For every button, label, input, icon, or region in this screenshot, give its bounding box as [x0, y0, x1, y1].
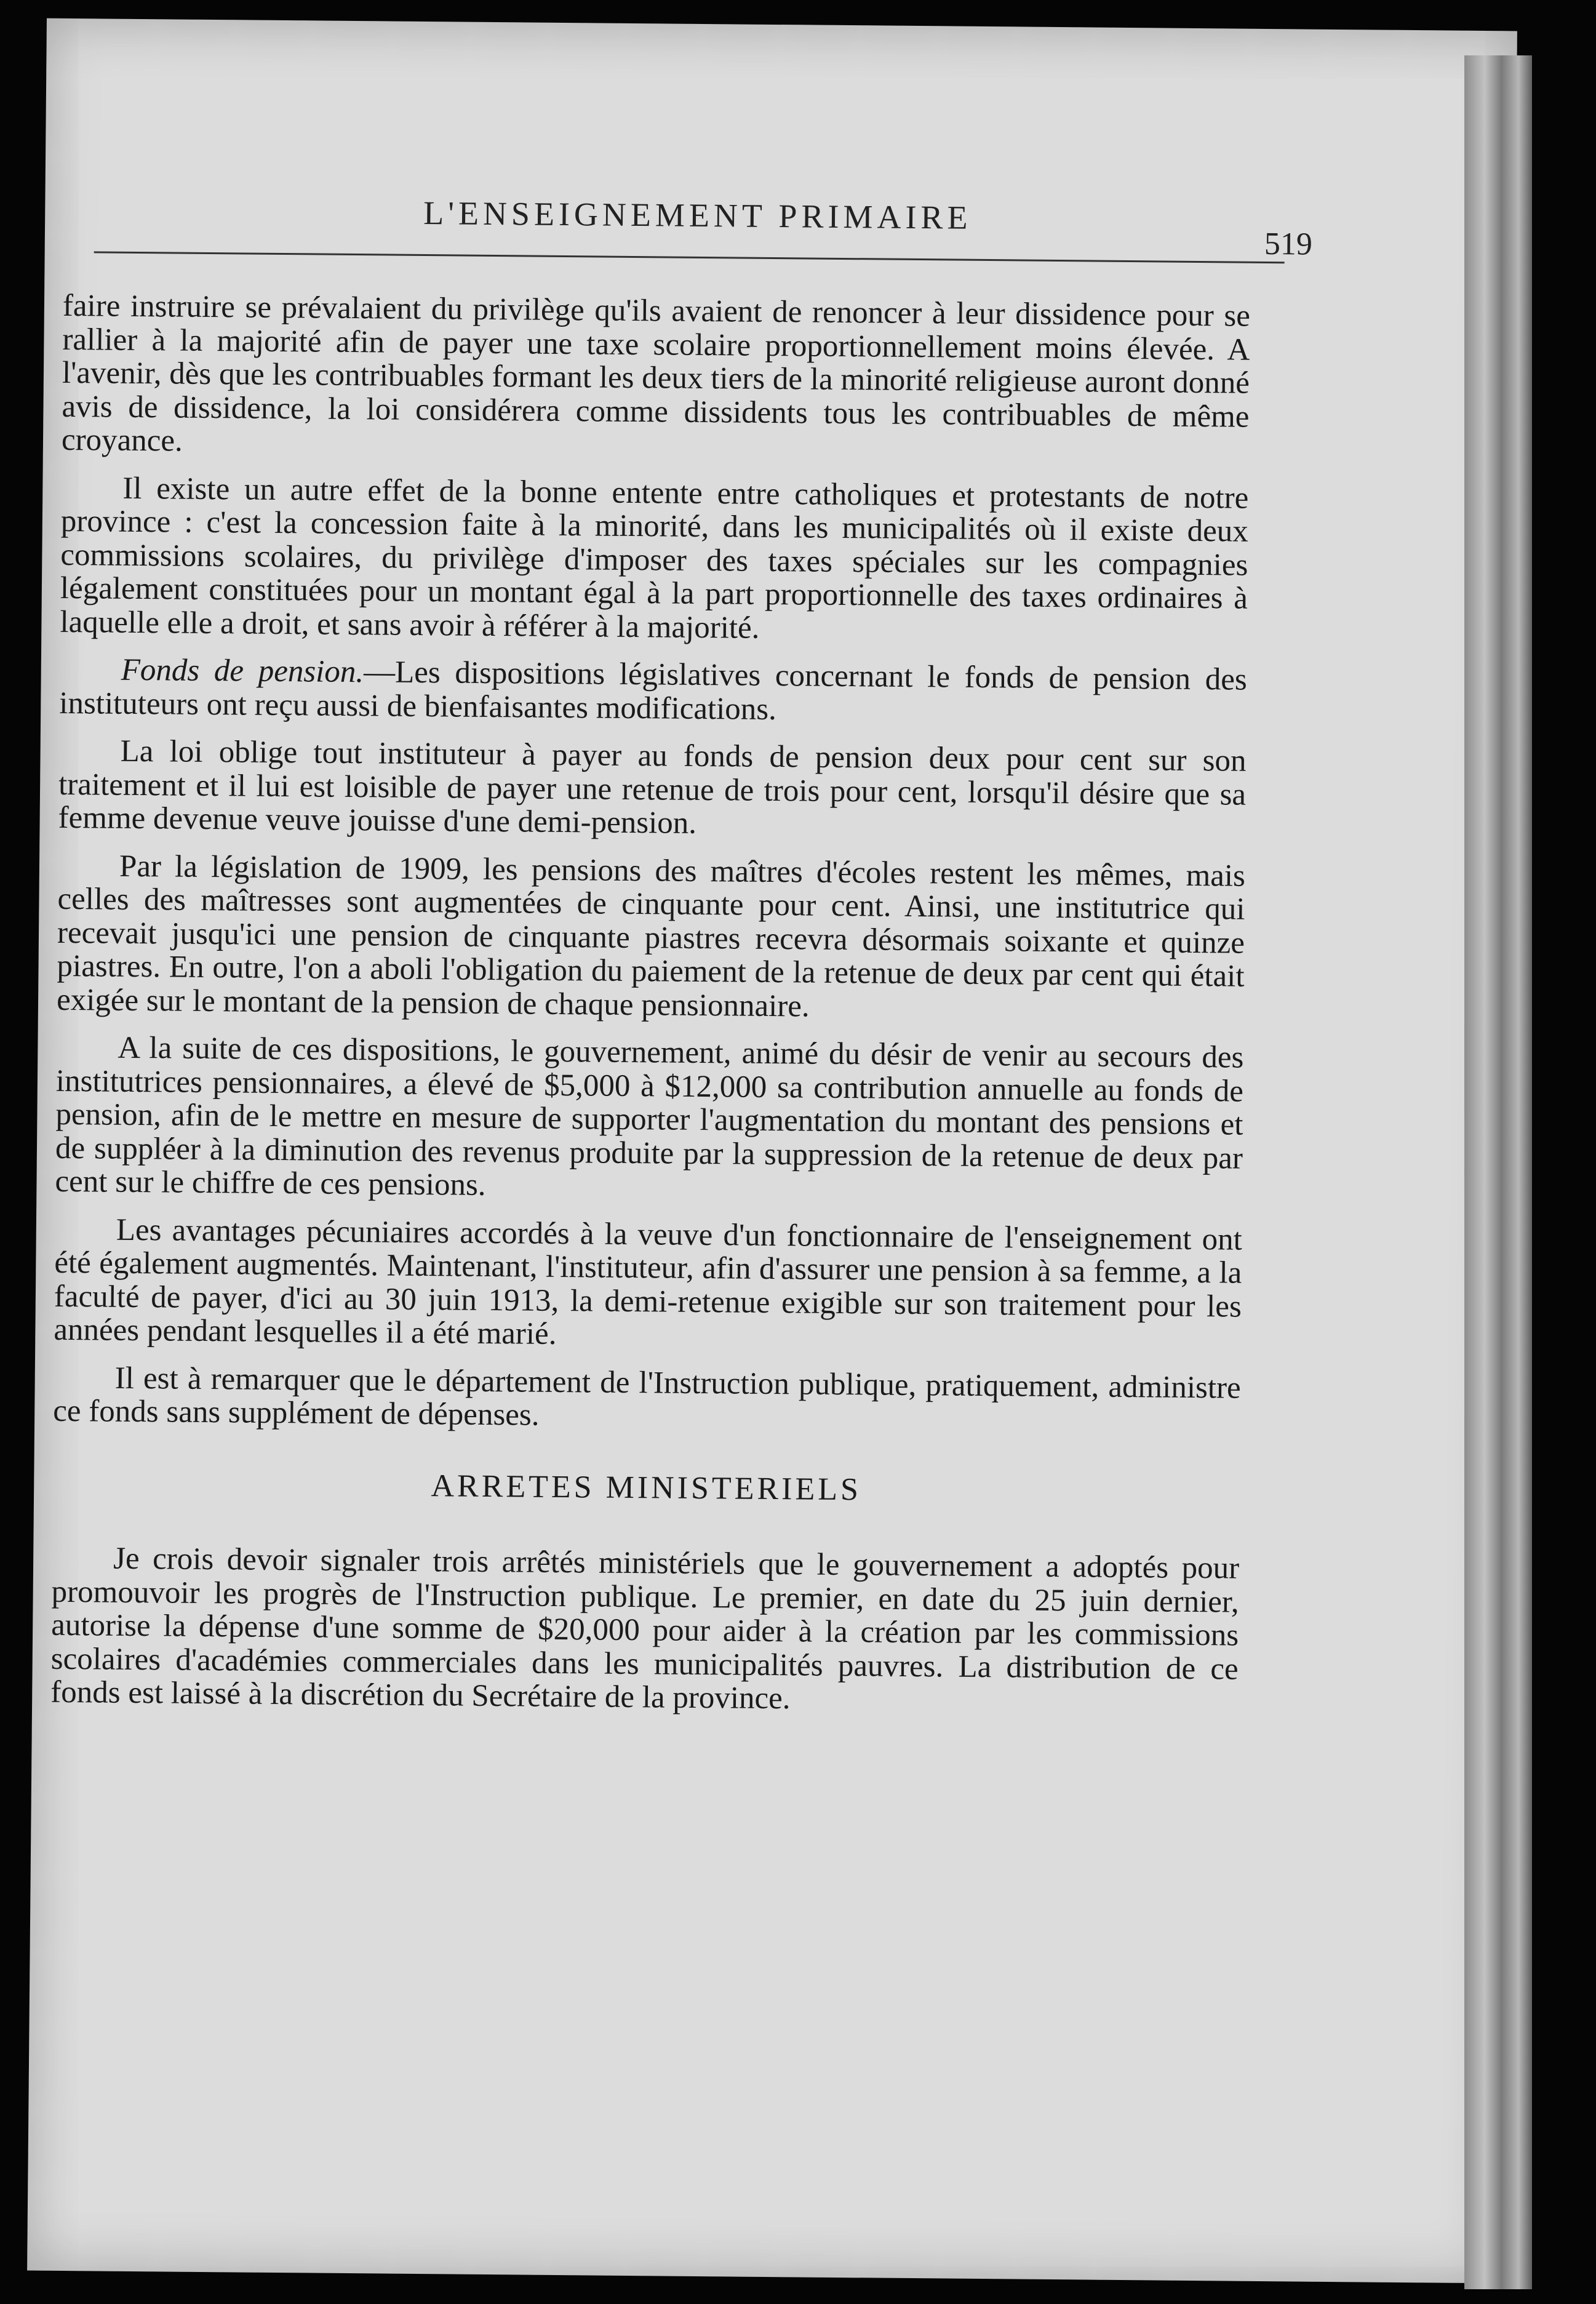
paragraph-legislation-1909: Par la législation de 1909, les pensions des maîtres d'écoles restent les mêmes, mais celles des maîtresses sont augmentées de cinquante pour cent. Ainsi, une institutrice qui recevait jusqu'ici une pension de cinquante piastres recevra désormais soixante et quinze piastres. En outre, l'on a aboli l'obligation du paiement de la retenue de deux par cent qui était exigée sur le montant de la pension de chaque pensionnaire.	[56, 849, 1246, 1024]
running-head: L'ENSEIGNEMENT PRIMAIRE	[423, 194, 972, 236]
paragraph-widow-benefits: Les avantages pécuniaires accordés à la veuve d'un fonctionnaire de l'enseignement ont été également augmentés. Maintenant, l'instituteur, afin d'assurer une pension à sa femme, a la faculté de payer, d'ici au 30 juin 1913, la demi-retenue exigible sur son traitement pour les années pendant lesquelles il a été marié.	[54, 1212, 1243, 1351]
book-page	[27, 18, 1517, 2284]
paragraph-text: —Les dispositions législatives concernant le fonds de pension des instituteurs ont reçu aussi de bienfaisantes modifications.	[59, 655, 1247, 727]
page-body	[50, 289, 1250, 1734]
page-header	[94, 172, 1313, 262]
paragraph-pension-obligation: La loi oblige tout instituteur à payer au fonds de pension deux pour cent sur son traitement et il lui est loisible de payer une retenue de trois pour cent, lorsqu'il désire que sa femme devenue veuve jouisse d'une demi-pension.	[58, 734, 1247, 841]
paragraph-continued: faire instruire se prévalaient du privilège qu'ils avaient de renoncer à leur dissidence pour se rallier à la majorité afin de payer une taxe scolaire proportionnellement moins élevée. A l'avenir, dès que les contribuables formant les deux tiers de la minorité religieuse auront donné avis de dissidence, la loi considérera comme dissidents tous les contribuables de même croyance.	[61, 288, 1251, 458]
paragraph-pension-fund	[59, 653, 1247, 730]
paragraph-ministerial-orders: Je crois devoir signaler trois arrêtés ministériels que le gouvernement a adoptés pour promouvoir les progrès de l'Instruction publique. Le premier, en date du 25 juin dernier, autorise la dépense d'une somme de $20,000 pour aider à la création par les commissions scolaires d'académies commerciales dans les municipalités pauvres. La distribution de ce fonds est laissé à la discrétion du Secrétaire de la province.	[50, 1541, 1240, 1716]
paragraph-government-contribution: A la suite de ces dispositions, le gouvernement, animé du désir de venir au secours des institutrices pensionnaires, a élevé de $5,000 à $12,000 sa contribution annuelle au fonds de pension, afin de le mettre en mesure de supporter l'augmentation du montant des pensions et de suppléer à la diminution des revenus produite par la suppression de la retenue de deux par cent sur le chiffre de ces pensions.	[55, 1030, 1244, 1202]
paragraph-department-note: Il est à remarquer que le département de l'Instruction publique, pratiquement, administre ce fonds sans supplément de dépenses.	[53, 1361, 1241, 1433]
section-title: ARRETES MINISTERIELS	[431, 1468, 862, 1507]
paragraph-minority-taxes: Il existe un autre effet de la bonne entente entre catholiques et protestants de notre province : c'est la concession faite à la minorité, dans les municipalités où il existe deux commissions scolaires, du privilège d'imposer des taxes spéciales sur les compagnies légalement constituées pour un montant égal à la part proportionnelle des taxes ordinaires à laquelle elle a droit, et sans avoir à référer à la majorité.	[60, 471, 1249, 646]
paragraph-heading: Fonds de pension.	[121, 652, 364, 690]
header-rule	[94, 251, 1285, 263]
book-spine-edge	[1464, 55, 1532, 2289]
page-number: 519	[1264, 226, 1313, 262]
